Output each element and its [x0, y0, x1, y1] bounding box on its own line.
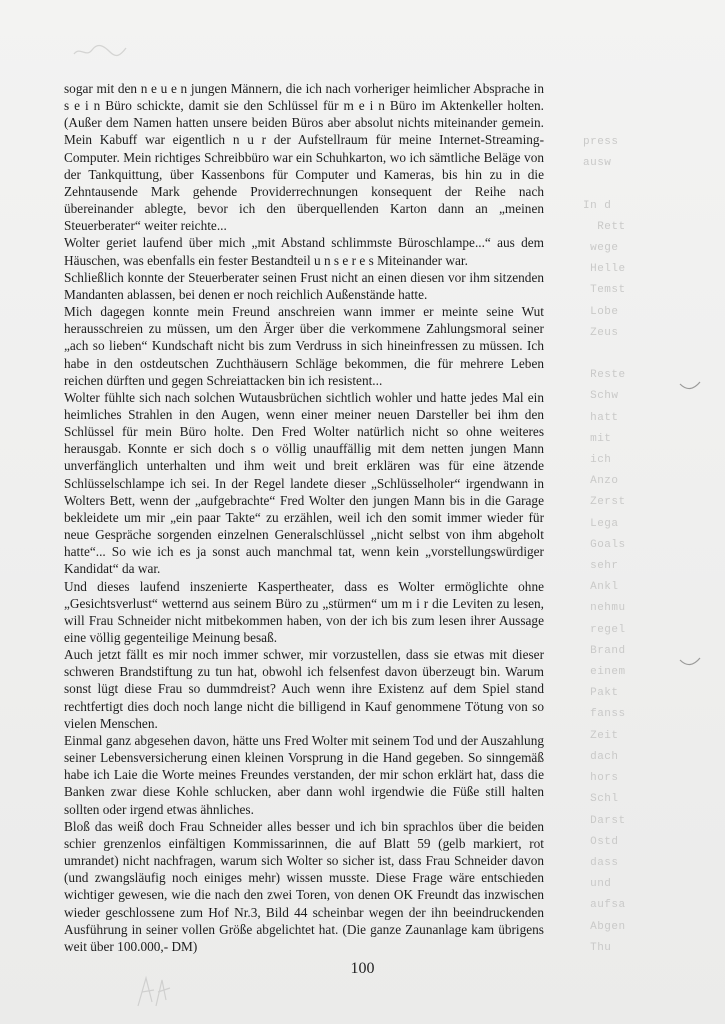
handwritten-mark-top	[70, 40, 130, 62]
paragraph-2: Wolter geriet laufend über mich „mit Abstand schlimmste Büroschlampe...“ aus dem Häuschen, was ebenfalls ein fester Bestandteil u n s e r e s Miteinander war.	[64, 235, 544, 268]
page-number: 100	[350, 960, 375, 977]
paragraph-7: Auch jetzt fällt es mir noch immer schwer, mir vorzustellen, dass sie etwas mit dieser schweren Brandstiftung zu tun hat, obwohl ich felsenfest davon überzeugt bin. Warum sonst lügt diese Frau so dummdreist? Auch wenn ihre Existenz auf dem Spiel stand rechtfertigt dies doch noch lange nicht die billigend in Kauf genommene Tötung von so vielen Menschen.	[64, 647, 544, 731]
paragraph-5: Wolter fühlte sich nach solchen Wutausbrüchen sichtlich wohler und hatte jedes Mal ein heimliches Strahlen in den Augen, wenn einer meiner neuen Darsteller bei ihm den Schlüssel für mein Büro holte. Den Fred Wolter natürlich nicht so ohne weiteres herausgab. Konnte er sich doch s o völlig unauffällig mit dem netten jungen Mann unverfänglich unterhalten und ihm weit und breit erklären was für eine ätzende Schlüsselschlampe ich sei. In der Regel landete dieser „Schlüsselholer“ irgendwann in Wolters Bett, wenn der „aufgebrachte“ Fred Wolter den jungen Mann bis in die Garage bekleidete um mir „ein paar Takte“ zu erzählen, weil ich den somit immer wieder für neue Gespräche sorgenden einzelnen Generalschlüssel „nicht selbst von ihm abgeholt hatte“... So wie ich es ja sonst auch manchmal tat, wenn kein „vorstellungswürdiger Kandidat“ da war.	[64, 389, 544, 577]
punch-hole-mark-lower	[678, 654, 702, 670]
paragraph-1: sogar mit den n e u e n jungen Männern, die ich nach vorheriger heimlicher Absprache in s e i n Büro schickte, damit sie den Schlüssel für m e i n Büro im Aktenkeller holten. (Außer dem Namen hatten unsere beiden Büros aber absolut nichts miteinander gemein. Mein Kabuff war eigentlich n u r der Aufstellraum für meine Internet-Streaming-Computer. Mein richtiges Schreibbüro war ein Schuhkarton, wo ich sämtliche Beläge von der Tankquittung, über Kassenbons für Computer und Kameras, bis hin zu in die Zehntausende Mark gehende Providerrechnungen konsequent der Reihe nach übereinander ablegte, bevor ich den überquellenden Karton dann an „meinen Steuerberater“ weiter reichte...	[64, 81, 544, 234]
bleed-through-text: press ausw In d Rett wege Helle Temst Lobe Zeus Reste Schw hatt mit ich Anzo Zerst Lega Goals sehr Ankl nehmu regel Brand einem Pakt fanss Zeit dach hors Schl Darst Ostd dass und aufsa Abgen Thu	[583, 136, 626, 954]
paragraph-4: Mich dagegen konnte mein Freund anschreien wann immer er meinte seine Wut herausschreien zu müssen, um den Ärger über die verkommene Zahlungsmoral seiner „ach so lieben“ Kundschaft nicht bis zum Verdruss in sich hineinfressen zu müssen. Ich habe in den ostdeutschen Zuchthäusern Schläge bekommen, die für mehrere Leben reichen dürften und gegen Schreiattacken bin ich resistent...	[64, 304, 544, 388]
paragraph-6: Und dieses laufend inszenierte Kaspertheater, dass es Wolter ermöglichte ohne „Gesichtsverlust“ wetternd aus seinem Büro zu „stürmen“ um m i r die Leviten zu lesen, will Frau Schneider nicht mitbekommen haben, von der ich bis zum lesen ihrer Aussage eine völlig gegenteilige Meinung besaß.	[64, 578, 544, 645]
paragraph-3: Schließlich konnte der Steuerberater seinen Frust nicht an einen diesen vor ihm sitzenden Mandanten ablassen, bei denen er noch reichlich Außenstände hatte.	[64, 269, 544, 302]
paragraph-8: Einmal ganz abgesehen davon, hätte uns Fred Wolter mit seinem Tod und der Auszahlung seiner Lebensversicherung einen kleinen Vorsprung in die Hand gegeben. So sinngemäß habe ich Laie die Worte meines Freundes verstanden, der mir schon erklärt hat, dass die Banken zwar diese Kohle schlucken, aber dann wohl irgendwie die Füße still halten sollten oder irgend etwas ähnliches.	[64, 732, 544, 817]
handwritten-initials	[132, 972, 176, 1012]
punch-hole-mark-upper	[678, 378, 702, 394]
paragraph-9: Bloß das weiß doch Frau Schneider alles besser und ich bin sprachlos über die beiden schier grenzenlos einfältigen Kommissarinnen, die auf Blatt 59 (gelb markiert, rot umrandet) nicht nachfragen, warum sich Wolter so sicher ist, dass Frau Schneider davon (und zwangsläufig noch einiges mehr) wissen musste. Diese Frage wäre entschieden wichtiger gewesen, wie die nach den zwei Toren, von denen OK Freundt das inzwischen wieder geschlossene zum Hof Nr.3, Bild 44 scheinbar wegen der ihn beeindruckenden Ausführung in seiner vollen Größe abgelichtet hat. (Die ganze Zaunanlage kam übrigens weit über 100.000,- DM)	[64, 818, 544, 954]
document-body	[64, 80, 544, 955]
